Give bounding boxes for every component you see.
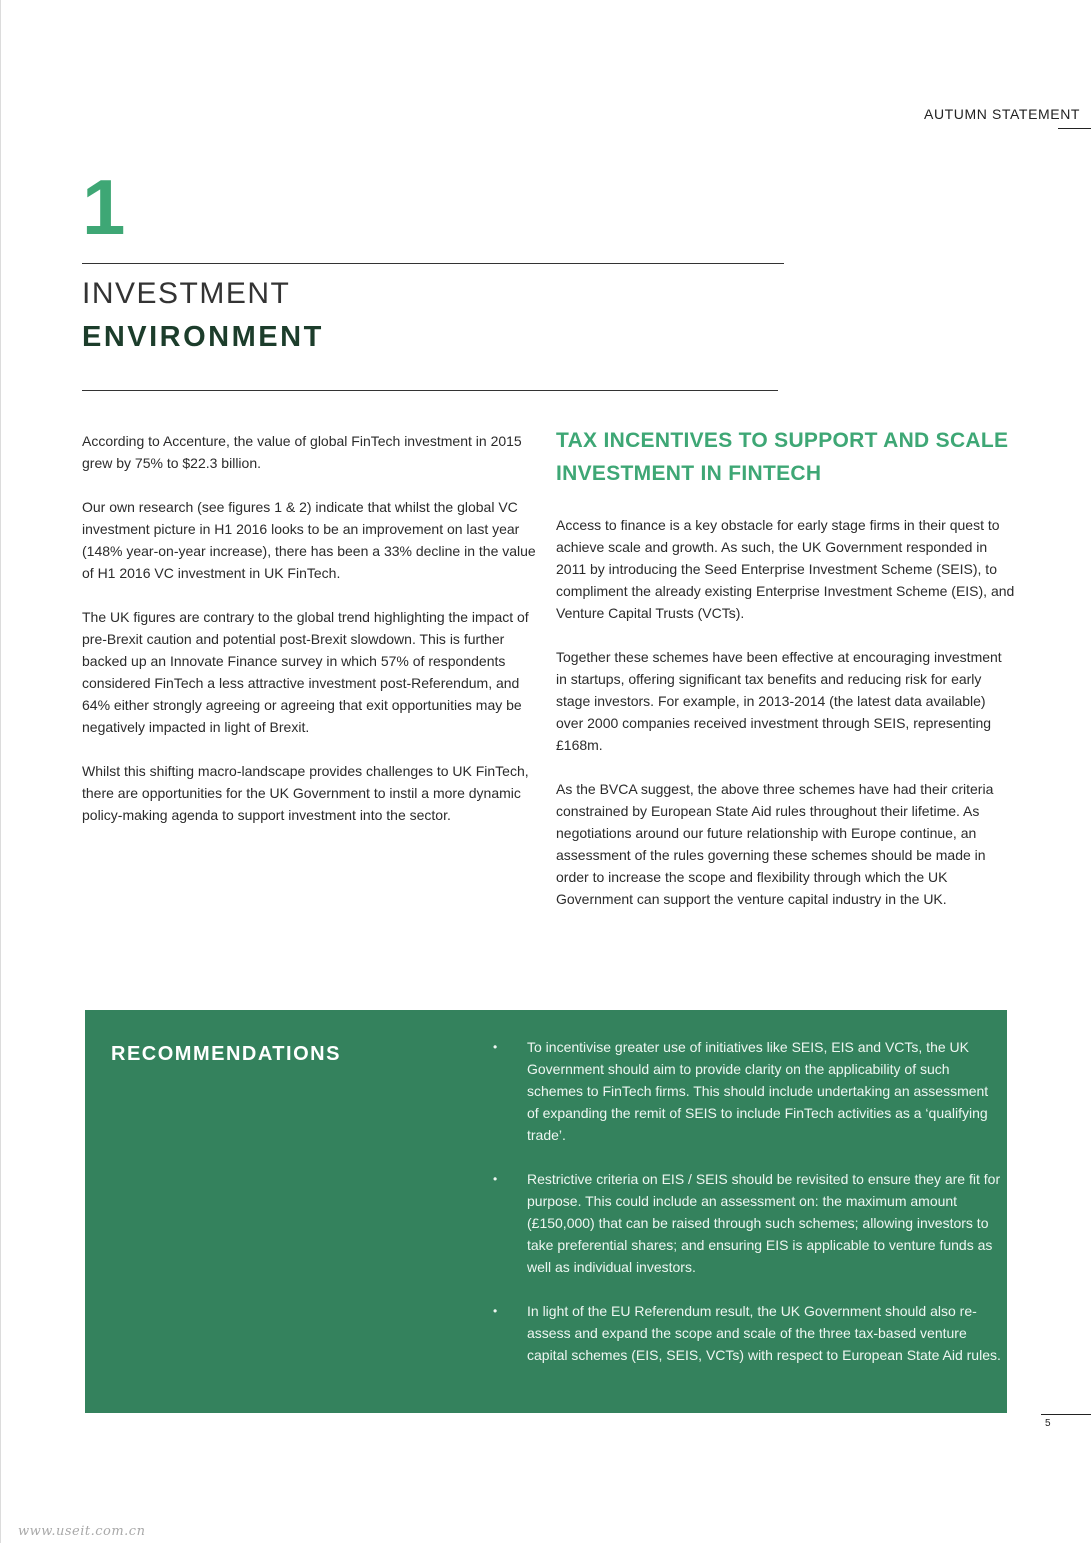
body-paragraph: Our own research (see figures 1 & 2) indicate that whilst the global VC investment picture in H1 2016 looks to be an improvement on last year (148% year-on-year increase), there has been a 33% decline in the value of H1 2016 VC investment in UK FinTech. [82,499,536,581]
recommendation-item [491,1036,1001,1146]
title-rule-bottom [82,390,778,391]
page-number: 5 [1045,1418,1051,1429]
recommendations-title: RECOMMENDATIONS [111,1043,341,1065]
recommendation-text: Restrictive criteria on EIS / SEIS should be revisited to ensure they are fit for purpose. This could include an assessment on: the maximum amount (£150,000) that can be raised through such schemes; allowing investors to take preferential shares; and ensuring EIS is applicable to venture funds as well as individual investors. [527,1171,1001,1275]
recommendations-list [491,1036,1001,1388]
title-rule-top [82,263,784,264]
recommendation-text: In light of the EU Referendum result, the UK Government should also re-assess and expand the scope and scale of the three tax-based venture capital schemes (EIS, SEIS, VCTs) with respect to European State Aid rules. [527,1303,1001,1363]
bullet-icon: • [493,1040,498,1054]
watermark: www.useit.com.cn [18,1524,146,1539]
recommendation-item [491,1168,1001,1278]
bullet-icon: • [493,1172,498,1186]
body-paragraph: According to Accenture, the value of global FinTech investment in 2015 grew by 75% to $22.3 billion. [82,433,522,471]
header-rule [1058,128,1091,129]
body-paragraph: Whilst this shifting macro-landscape provides challenges to UK FinTech, there are opportunities for the UK Government to instil a more dynamic policy-making agenda to support investment into the sector. [82,763,529,823]
recommendation-item [491,1300,1001,1366]
body-paragraph: Together these schemes have been effective at encouraging investment in startups, offering significant tax benefits and reducing risk for early stage investors. For example, in 2013-2014 (the latest data available) over 2000 companies received investment through SEIS, representing £168m. [556,649,1002,753]
chapter-title-light: INVESTMENT [82,277,291,310]
body-paragraph: As the BVCA suggest, the above three schemes have had their criteria constrained by European State Aid rules throughout their lifetime. As negotiations around our future relationship with Europe continue, an assessment of the rules governing these schemes should be made in order to increase the scope and flexibility through which the UK Government can support the venture capital industry in the UK. [556,781,994,907]
left-column [82,430,542,848]
page-edge [0,0,1,1543]
page-number-rule [1041,1414,1091,1415]
running-header: AUTUMN STATEMENT [924,106,1081,122]
recommendation-text: To incentivise greater use of initiatives like SEIS, EIS and VCTs, the UK Government should aim to provide clarity on the applicability of such schemes to FinTech firms. This should include undertaking an assessment of expanding the remit of SEIS to include FinTech activities as a ‘qualifying trade’. [527,1039,989,1143]
right-column [556,424,1016,932]
body-paragraph: Access to finance is a key obstacle for early stage firms in their quest to achieve scale and growth. As such, the UK Government responded in 2011 by introducing the Seed Enterprise Investment Scheme (SEIS), to compliment the already existing Enterprise Investment Scheme (EIS), and Venture Capital Trusts (VCTs). [556,517,1015,621]
body-paragraph: The UK figures are contrary to the global trend highlighting the impact of pre-Brexit caution and potential post-Brexit slowdown. This is further backed up an Innovate Finance survey in which 57% of respondents considered FinTech a less attractive investment post-Referendum, and 64% either strongly agreeing or agreeing that exit opportunities may be negatively impacted in light of Brexit. [82,609,529,735]
recommendations-box [85,1010,1007,1413]
bullet-icon: • [493,1304,498,1318]
chapter-title-bold: ENVIRONMENT [82,321,324,353]
section-heading: TAX INCENTIVES TO SUPPORT AND SCALE INVESTMENT IN FINTECH [556,429,1009,485]
chapter-number: 1 [82,163,126,251]
